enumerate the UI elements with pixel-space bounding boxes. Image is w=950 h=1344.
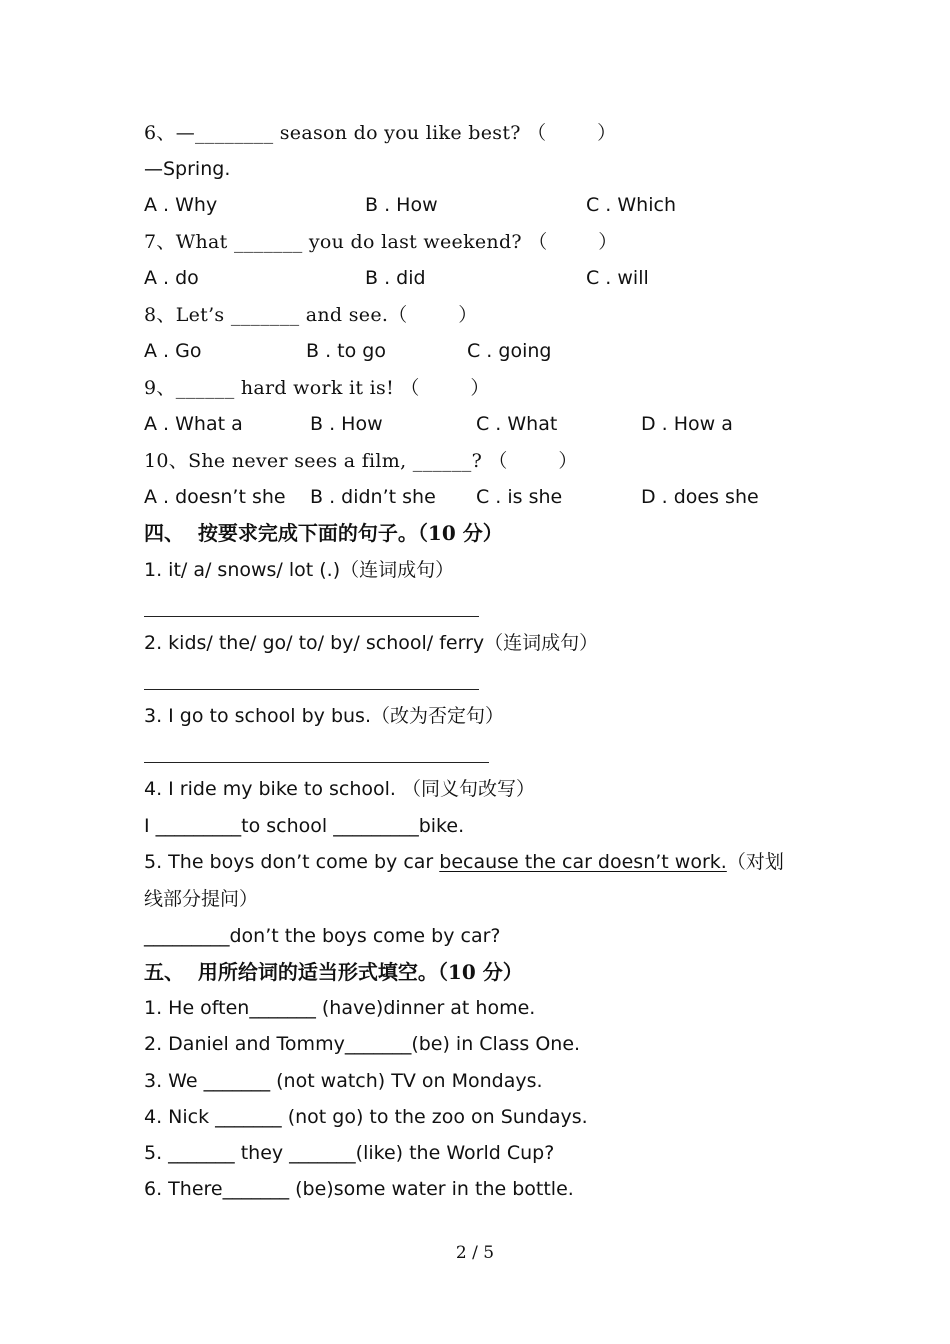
question-7-option-c[interactable]: C . will	[586, 267, 649, 289]
question-10-option-b[interactable]: B . didn’t she	[310, 486, 436, 508]
question-6-option-b[interactable]: B . How	[365, 194, 438, 216]
question-9-option-d[interactable]: D . How a	[641, 413, 733, 435]
section-4-item-2: 2. kids/ the/ go/ to/ by/ school/ ferry（连词成句）	[144, 632, 599, 654]
section-5-item-2[interactable]: 2. Daniel and Tommy_______(be) in Class One.	[144, 1033, 581, 1055]
item-5-underlined-part: because the car doesn’t work.	[439, 851, 727, 873]
section-4-item-3: 3. I go to school by bus.（改为否定句）	[144, 705, 504, 727]
section-4-heading: 四、 按要求完成下面的句子。（10 分）	[144, 521, 503, 545]
section-4-item-5-answer[interactable]: _________don’t the boys come by car?	[144, 925, 501, 947]
question-10-option-c[interactable]: C . is she	[476, 486, 563, 508]
section-5-item-4[interactable]: 4. Nick _______ (not go) to the zoo on Sundays.	[144, 1106, 588, 1128]
question-6-option-c[interactable]: C . Which	[586, 194, 676, 216]
section-4-item-1: 1. it/ a/ snows/ lot (.)（连词成句）	[144, 559, 455, 581]
section-5-item-3[interactable]: 3. We _______ (not watch) TV on Mondays.	[144, 1070, 543, 1092]
section-4-item-5	[144, 850, 784, 874]
section-5-item-6[interactable]: 6. There_______ (be)some water in the bottle.	[144, 1178, 574, 1200]
question-7-option-a[interactable]: A . do	[144, 267, 199, 289]
section-4-item-4-answer[interactable]: I _________to school _________bike.	[144, 815, 465, 837]
question-9-option-a[interactable]: A . What a	[144, 413, 243, 435]
question-8-option-b[interactable]: B . to go	[306, 340, 386, 362]
section-5-heading: 五、 用所给词的适当形式填空。（10 分）	[144, 960, 523, 984]
item-5-prefix: 5. The boys don’t come by car	[144, 851, 440, 873]
answer-line-3[interactable]	[144, 762, 489, 763]
question-10-stem: 10、She never sees a film, ______? （ ）	[144, 450, 578, 472]
question-6-answer-hint: —Spring.	[144, 158, 231, 180]
section-4-item-4: 4. I ride my bike to school. （同义句改写）	[144, 778, 535, 800]
section-4-item-5-continued: 线部分提问）	[144, 888, 259, 910]
question-9-option-c[interactable]: C . What	[476, 413, 558, 435]
question-9-option-b[interactable]: B . How	[310, 413, 383, 435]
question-9-stem: 9、______ hard work it is! （ ）	[144, 377, 490, 399]
question-6-option-a[interactable]: A . Why	[144, 194, 218, 216]
item-5-instruction: （对划	[726, 851, 784, 873]
question-10-option-d[interactable]: D . does she	[641, 486, 759, 508]
question-10-option-a[interactable]: A . doesn’t she	[144, 486, 286, 508]
answer-line-1[interactable]	[144, 616, 479, 617]
question-8-stem: 8、Let’s _______ and see.（ ）	[144, 304, 478, 326]
question-8-option-c[interactable]: C . going	[467, 340, 552, 362]
question-7-stem: 7、What _______ you do last weekend? （ ）	[144, 231, 618, 253]
page-number: 2 / 5	[455, 1243, 495, 1263]
question-7-option-b[interactable]: B . did	[365, 267, 426, 289]
section-5-item-1[interactable]: 1. He often_______ (have)dinner at home.	[144, 997, 536, 1019]
section-5-item-5[interactable]: 5. _______ they _______(like) the World Cup?	[144, 1142, 555, 1164]
question-8-option-a[interactable]: A . Go	[144, 340, 202, 362]
answer-line-2[interactable]	[144, 689, 479, 690]
question-6-stem: 6、—________ season do you like best? （ ）	[144, 122, 617, 144]
